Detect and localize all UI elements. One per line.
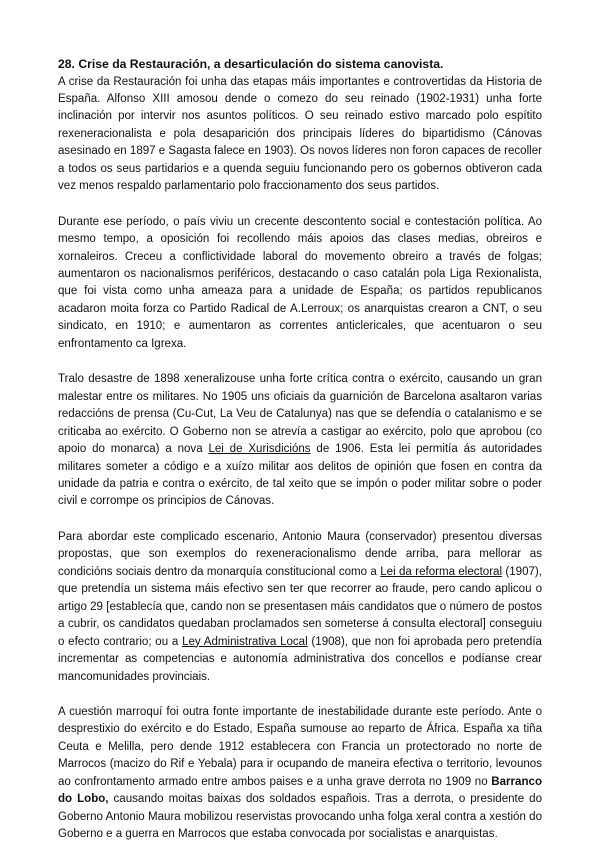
paragraph-text: de 1906. Esta lei permitía ás autoridades militares someter a código e a xuízo militar aos delitos de opinión que fosen en contra da unidade da patria e contra o exército, de tal xeito que se impón o poder militar sobre o poder civil e corrompe os principios de Cánovas. <box>58 443 542 508</box>
paragraph-text: (1908), que non foi aprobada pero pretendía incrementar as competencias e autonomía administrativa dos concellos e podíanse crear mancomunidades provinciais. <box>58 635 542 683</box>
paragraph-maura-reforms <box>58 529 542 686</box>
electoral-reform-law-link: Lei da reforma electoral <box>380 565 503 578</box>
paragraph-text: (1907), que pretendía un sistema máis efectivo sen ter que recorrer ao fraude, pero cando aplicou o artigo 29 [establecía que, cando non se presentasen máis candidatos que o número de postos a cubrir, os candidatos quedaban proclamados sen someterse á consulta electoral] conseguiu o efecto contrario; ou a <box>58 565 542 648</box>
paragraph-text: A cuestión marroquí foi outra fonte importante de inestabilidade durante este período. Ante o desprestixio do exército e do Estado, España sumouse ao reparto de África. España xa tiña Ceuta e Melilla, pero dende 1912 establecera con Francia un protectorado no norte de Marrocos (macizo do Rif e Yebala) para ir ocupando de maneira efectiva o territorio, levounos ao confrontamento armado entre ambos paises e a unha grave derrota no 1909 no <box>58 706 542 788</box>
paragraph-social-discontent: Durante ese período, o país viviu un crecente descontento social e contestación política. Ao mesmo tempo, a oposición foi recollendo máis apoios das clases medias, obreiros e xornaleiros. Creceu a conflictividade laboral do movemento obreiro a través de folgas; aumentaron os nacionalismos periféricos, destacando o caso catalán pola Liga Rexionalista, que foi vista como unha ameaza para a unidade de España; os partidos republicanos acadaron moita forza co Partido Radical de A.Lerroux; os anarquistas crearon a CNT, o seu sindicato, en 1910; e aumentaron as correntes anticlericales, que acentuaron o seu enfrontamento ca Igrexa. <box>58 215 542 350</box>
local-administration-law-link: Ley Administrativa Local <box>182 635 308 648</box>
paragraph-text: causando moitas baixas dos soldados españois. Tras a derrota, o presidente do Goberno Antonio Maura mobilizou reservistas provocando unha folga xeral contra a xestión do Goberno e a guerra en Marrocos que estaba convocada por socialistas e anarquistas. <box>58 793 542 841</box>
paragraph-text: Para abordar este complicado escenario, Antonio Maura (conservador) presentou diversas propostas, que son exemplos do rexeneracionalismo dende arriba, para mellorar as condicións sociais dentro da monarquía constitucional como a <box>58 530 542 578</box>
barranco-do-lobo-emphasis: Barranco do Lobo, <box>58 775 542 806</box>
paragraph-text: Tralo desastre de 1898 xeneralizouse unha forte crítica contra o exército, causando un gran malestar entre os militares. No 1905 uns oficiais da guarnición de Barcelona asaltaron varias redaccións de prensa (Cu-Cut, La Veu de Catalunya) nas que se defendía o catalanismo e se criticaba ao exército. O Goberno non se atrevía a castigar ao exército, polo que aprobou (co apoio do monarca) a nova <box>58 373 542 456</box>
paragraph-military-crisis <box>58 371 542 511</box>
paragraph-morocco-question <box>58 704 542 844</box>
page-title: 28. Crise da Restauración, a desarticulación do sistema canovista. <box>58 57 444 71</box>
paragraph-intro: A crise da Restauración foi unha das etapas máis importantes e controvertidas da Historia de España. Alfonso XIII amosou dende o comezo do seu reinado (1902-1931) unha forte inclinación por intervir nos asuntos políticos. O seu reinado estivo marcado polo espítito rexeneracionalista e pola desaparición dos principais líderes do bipartidismo (Cánovas asesinado en 1897 e Sagasta falece en 1903). Os novos líderes non foron capaces de recoller a todos os seus partidarios e a quenda seguiu funcionando pero os gobernos obtiveron cada vez menos respaldo parlamentario polo fraccionamento dos seus partidos. <box>58 75 543 193</box>
law-jurisdictions-link: Lei de Xurisdicións <box>208 443 311 456</box>
